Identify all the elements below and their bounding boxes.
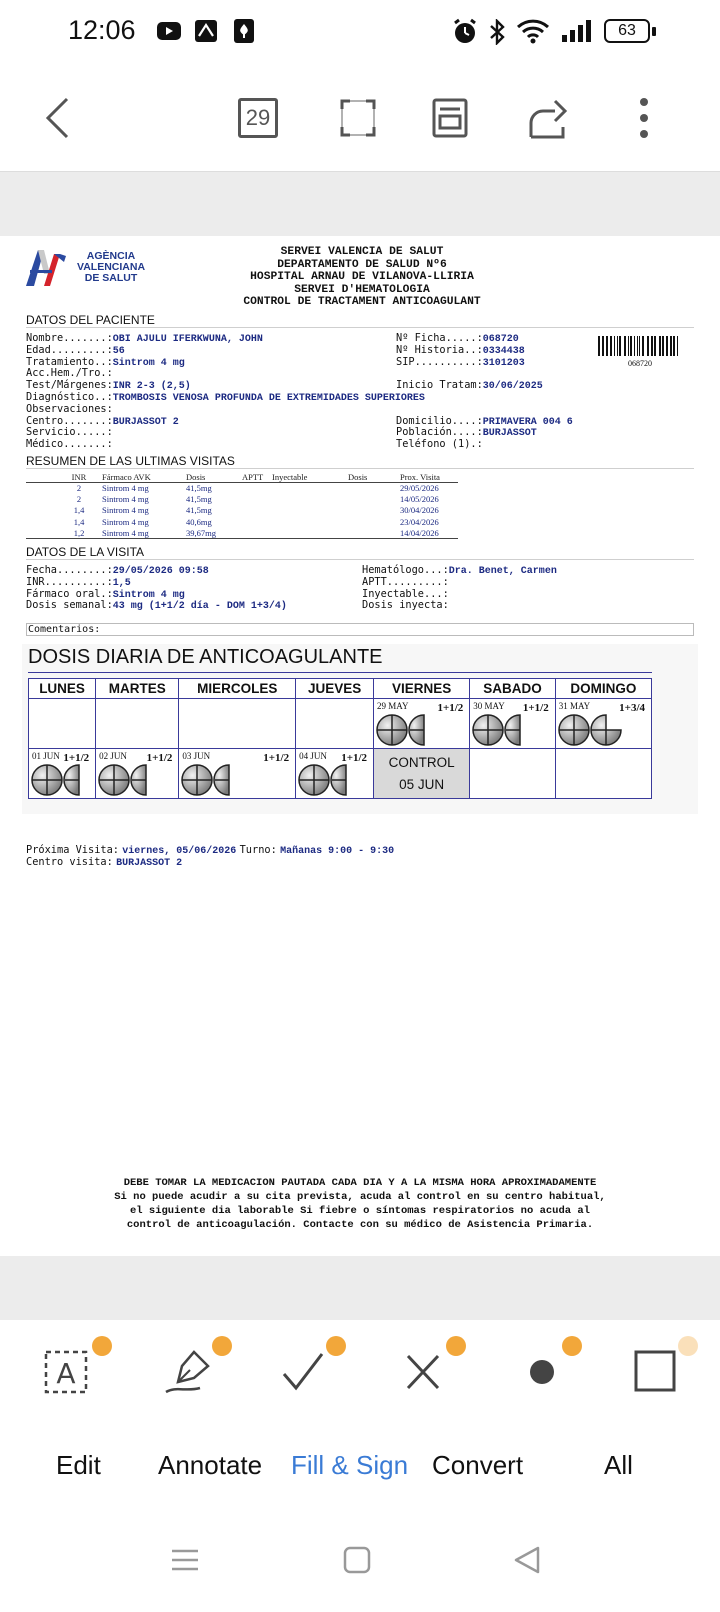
field-label: Médico.......: xyxy=(26,438,113,450)
premium-crown-icon xyxy=(562,1336,582,1356)
field-label: Test/Márgenes: xyxy=(26,379,113,391)
visit-cell: Sintrom 4 mg xyxy=(102,527,149,538)
visit-cell xyxy=(272,516,348,527)
top-toolbar xyxy=(0,68,720,172)
footer-line: control de anticoagulación. Contacte con su médico de Asistencia Primaria. xyxy=(126,1219,594,1231)
field-value: 1,5 xyxy=(112,578,131,589)
three-quarter-pill-icon xyxy=(591,715,621,745)
calendar-cell xyxy=(470,749,555,799)
visit-cell: 41,5mg xyxy=(186,505,212,516)
reading-mode-icon xyxy=(430,97,470,139)
control-line2: 05 JUN xyxy=(399,777,445,792)
field-label: Tratamiento..: xyxy=(26,356,113,368)
signature-tool[interactable] xyxy=(160,1340,220,1400)
barcode-bar xyxy=(659,336,661,356)
calendar-dose: 1+1/2 xyxy=(341,752,368,764)
field-row xyxy=(396,438,483,452)
visit-cell: 41,5mg xyxy=(186,483,212,494)
col-aptt: APTT xyxy=(242,472,264,482)
visit-row xyxy=(26,494,458,505)
visit-row xyxy=(26,505,458,516)
field-label: Acc.Hem./Tro.: xyxy=(26,367,113,379)
battery-tip xyxy=(652,27,656,36)
visit-cell xyxy=(272,505,348,516)
turno-value: Mañanas 9:00 - 9:30 xyxy=(280,846,395,857)
turno-label: Turno: xyxy=(239,844,277,856)
more-vertical-icon xyxy=(639,97,649,139)
pill-icons xyxy=(558,713,638,747)
header-line: HOSPITAL ARNAU DE VILANOVA-LLIRIA xyxy=(250,271,474,283)
field-label: Fecha........: xyxy=(26,564,113,576)
field-value: 0334438 xyxy=(482,346,525,357)
half-pill-icon xyxy=(505,715,520,745)
calendar-day-header: JUEVES xyxy=(296,679,374,699)
col-inr: INR xyxy=(71,472,87,482)
calendar-date: 03 JUN xyxy=(182,751,211,761)
more-options-button[interactable] xyxy=(620,94,668,142)
barcode-bar xyxy=(617,336,618,356)
pen-nib-icon xyxy=(164,1348,214,1398)
visit-cell: 40,6mg xyxy=(186,516,212,527)
field-label: INR..........: xyxy=(26,576,113,588)
field-row xyxy=(26,599,287,613)
next-visit-value: viernes, 05/06/2026 xyxy=(122,846,237,857)
patient-section-title: DATOS DEL PACIENTE xyxy=(26,313,155,327)
page-number-button[interactable] xyxy=(234,94,282,142)
barcode-bar xyxy=(651,336,653,356)
field-label: Diagnóstico..: xyxy=(26,391,113,403)
field-value: BURJASSOT xyxy=(482,428,537,439)
premium-crown-icon xyxy=(678,1336,698,1356)
control-label xyxy=(374,749,469,796)
header-line: SERVEI VALENCIA DE SALUT xyxy=(280,246,444,258)
home-nav-icon[interactable] xyxy=(342,1545,372,1575)
half-pill-icon xyxy=(409,715,424,745)
field-row xyxy=(396,356,525,370)
center-visit-label: Centro visita: xyxy=(26,856,113,868)
pill-icons xyxy=(298,763,378,797)
page-number: 29 xyxy=(238,98,278,138)
calendar-day-header: DOMINGO xyxy=(555,679,651,699)
visit-cell: 14/05/2026 xyxy=(400,494,439,505)
calendar-date: 04 JUN xyxy=(299,751,327,761)
visit-cell: 1,4 xyxy=(73,516,85,527)
pill-icons xyxy=(98,763,178,797)
visit-cell: 2 xyxy=(76,494,82,505)
premium-crown-icon xyxy=(92,1336,112,1356)
dosage-calendar xyxy=(28,678,652,799)
divider xyxy=(26,327,694,328)
calendar-cell xyxy=(374,699,470,749)
cross-tool[interactable] xyxy=(398,1340,458,1400)
header-line: DEPARTAMENTO DE SALUD Nº6 xyxy=(277,258,447,271)
document-footer xyxy=(40,1176,680,1232)
visit-cell: 1,4 xyxy=(73,505,85,516)
back-button[interactable] xyxy=(34,94,82,142)
next-visit-label: Próxima Visita: xyxy=(26,844,119,856)
calendar-date: 31 MAY xyxy=(558,701,591,711)
pdf-page xyxy=(0,236,720,1256)
field-label: Nombre.......: xyxy=(26,332,113,344)
calendar-dose: 1+1/2 xyxy=(146,752,173,764)
menu-nav-icon[interactable] xyxy=(170,1545,200,1575)
visit-cell xyxy=(348,505,400,516)
status-time: 12:06 xyxy=(68,15,136,45)
visit-cell: 2 xyxy=(76,483,82,494)
status-bar xyxy=(0,0,720,68)
barcode-bar xyxy=(677,336,678,356)
barcode xyxy=(598,336,682,368)
calendar-day-header: VIERNES xyxy=(374,679,470,699)
pill-icons xyxy=(472,713,552,747)
calendar-date: 29 MAY xyxy=(377,701,409,711)
barcode-bar xyxy=(606,336,608,356)
barcode-bar xyxy=(654,336,656,356)
visit-cell: Sintrom 4 mg xyxy=(102,494,149,505)
control-line1: CONTROL xyxy=(388,755,455,770)
calendar-cell xyxy=(179,749,296,799)
signal-icon xyxy=(560,18,594,44)
field-value: 29/05/2026 09:58 xyxy=(112,566,209,577)
visit-cell xyxy=(348,494,400,505)
field-value: Dra. Benet, Carmen xyxy=(448,566,557,577)
comments-label: Comentarios: xyxy=(28,624,101,635)
barcode-bar xyxy=(639,336,640,356)
field-label: Domicilio....: xyxy=(396,415,483,427)
visit-cell: 30/04/2026 xyxy=(400,505,439,516)
visits-section-title: RESUMEN DE LAS ULTIMAS VISITAS xyxy=(26,454,235,468)
battery-level: 63 xyxy=(618,22,636,39)
calendar-dose: 1+1/2 xyxy=(522,702,549,714)
visit-section-title: DATOS DE LA VISITA xyxy=(26,545,145,559)
center-visit-value: BURJASSOT 2 xyxy=(116,858,183,869)
visit-row xyxy=(26,527,458,538)
back-arrow-icon xyxy=(43,96,73,140)
barcode-bar xyxy=(642,336,644,356)
visit-row xyxy=(26,483,458,494)
footer-line: Si no puede acudir a su cita prevista, acuda al control en su centro habitual, xyxy=(114,1191,606,1203)
logo-line1: AGÈNCIA xyxy=(86,250,136,262)
pill-icons xyxy=(376,713,456,747)
field-label: Inyectable...: xyxy=(362,588,449,600)
visit-cell xyxy=(348,527,400,538)
visit-cell xyxy=(348,516,400,527)
calendar-cell xyxy=(296,699,374,749)
visit-cell xyxy=(348,483,400,494)
page-gap-bottom xyxy=(0,1256,720,1320)
text-field-tool[interactable] xyxy=(40,1340,100,1400)
field-label: Población....: xyxy=(396,426,483,438)
page-gap-top xyxy=(0,172,720,236)
tab-all[interactable]: All xyxy=(604,1450,633,1480)
calendar-cell xyxy=(29,749,96,799)
calendar-day-header: LUNES xyxy=(29,679,96,699)
col-prox-visita: Prox. Visita xyxy=(400,472,440,482)
visit-cell: 23/04/2026 xyxy=(400,516,439,527)
visit-cell: 1,2 xyxy=(73,527,85,538)
whole-pill-icon xyxy=(299,765,329,795)
field-label: Nº Historia..: xyxy=(396,344,483,356)
visit-cell xyxy=(242,494,272,505)
premium-crown-icon xyxy=(212,1336,232,1356)
alarm-icon xyxy=(452,18,478,46)
half-pill-icon xyxy=(331,765,346,795)
field-label: Dosis semanal: xyxy=(26,599,113,611)
field-label: Servicio.....: xyxy=(26,426,113,438)
visit-cell xyxy=(242,527,272,538)
cards-app-icon xyxy=(232,18,256,44)
field-label: Teléfono (1).: xyxy=(396,438,483,450)
barcode-bar xyxy=(673,336,675,356)
cross-icon xyxy=(402,1348,452,1398)
pill-icons xyxy=(181,763,261,797)
tab-fill-sign[interactable]: Fill & Sign xyxy=(291,1450,409,1480)
field-value: TROMBOSIS VENOSA PROFUNDA DE EXTREMIDADES SUPERIORES xyxy=(112,393,425,404)
dot-icon xyxy=(520,1348,570,1398)
visits-table-end xyxy=(26,538,458,540)
half-pill-icon xyxy=(131,765,146,795)
visit-cell xyxy=(242,505,272,516)
calendar-cell xyxy=(179,699,296,749)
wifi-icon xyxy=(516,18,550,44)
calendar-cell xyxy=(555,749,651,799)
field-label: Inicio Tratam: xyxy=(396,379,483,391)
premium-crown-icon xyxy=(326,1336,346,1356)
system-nav-bar xyxy=(0,1525,720,1612)
field-value: INR 2-3 (2,5) xyxy=(112,381,191,392)
calendar-cell xyxy=(29,699,96,749)
visits-table-body xyxy=(26,483,458,541)
half-pill-icon xyxy=(214,765,229,795)
barcode-bar xyxy=(610,336,612,356)
calendar-cell xyxy=(470,699,555,749)
visits-table xyxy=(26,472,458,540)
barcode-bar xyxy=(637,336,638,356)
calendar-dose: 1+1/2 xyxy=(263,752,290,764)
text-box-icon xyxy=(44,1348,94,1398)
av-logo-icon xyxy=(24,246,68,292)
field-value: 068720 xyxy=(482,334,519,345)
field-label: Edad.........: xyxy=(26,344,113,356)
field-row xyxy=(362,599,449,613)
calendar-cell xyxy=(96,749,179,799)
calendar-day-header: MIERCOLES xyxy=(179,679,296,699)
field-label: Observaciones: xyxy=(26,403,113,415)
fullscreen-button[interactable] xyxy=(334,94,382,142)
comments-box xyxy=(26,623,694,636)
col-dosis: Dosis xyxy=(186,472,206,482)
field-label: Fármaco oral.: xyxy=(26,588,113,600)
visit-cell xyxy=(242,516,272,527)
field-label: Nº Ficha.....: xyxy=(396,332,483,344)
control-date-cell xyxy=(374,749,470,799)
barcode-bar xyxy=(670,336,672,356)
battery-icon xyxy=(604,19,650,43)
barcode-bar xyxy=(628,336,629,356)
tab-annotate[interactable]: Annotate xyxy=(158,1450,263,1480)
whole-pill-icon xyxy=(559,715,589,745)
checkmark-tool[interactable] xyxy=(276,1340,336,1400)
tab-convert[interactable]: Convert xyxy=(432,1450,524,1480)
calendar-date: 01 JUN xyxy=(32,751,60,761)
calendar-cell xyxy=(296,749,374,799)
premium-crown-icon xyxy=(446,1336,466,1356)
visit-cell xyxy=(272,494,348,505)
back-nav-icon[interactable] xyxy=(512,1545,542,1575)
whole-pill-icon xyxy=(182,765,212,795)
fill-sign-tools xyxy=(0,1320,720,1420)
share-button[interactable] xyxy=(524,94,572,142)
document-header xyxy=(150,246,574,309)
calendar-dose: 1+3/4 xyxy=(619,702,645,714)
calendar-cell xyxy=(96,699,179,749)
field-label: APTT.........: xyxy=(362,576,449,588)
field-value: Sintrom 4 mg xyxy=(112,358,185,369)
col-farmaco: Fármaco AVK xyxy=(102,472,151,482)
visit-cell: Sintrom 4 mg xyxy=(102,483,149,494)
field-value: 56 xyxy=(112,346,125,357)
barcode-bar xyxy=(662,336,664,356)
barcode-bar xyxy=(619,336,621,356)
field-label: SIP..........: xyxy=(396,356,483,368)
visit-cell: 14/04/2026 xyxy=(400,527,439,538)
footer-line: el siguiente dia laborable Si fiebre o síntomas respiratorios no acuda al xyxy=(130,1205,590,1217)
field-row xyxy=(396,379,543,393)
svg-text:A: A xyxy=(56,1357,76,1390)
barcode-bar xyxy=(630,336,632,356)
calendar-dose: 1+1/2 xyxy=(63,752,90,764)
field-label: Dosis inyecta: xyxy=(362,599,449,611)
footer-line: DEBE TOMAR LA MEDICACION PAUTADA CADA DIA Y A LA MISMA HORA APROXIMADAMENTE xyxy=(123,1177,597,1189)
barcode-bar xyxy=(666,336,668,356)
calendar-date: 30 MAY xyxy=(473,701,505,711)
calendar-date: 02 JUN xyxy=(99,751,127,761)
visit-cell: Sintrom 4 mg xyxy=(102,516,149,527)
field-label: Hematólogo...: xyxy=(362,564,449,576)
reading-mode-button[interactable] xyxy=(426,94,474,142)
notification-app-icon xyxy=(194,19,218,43)
barcode-bar xyxy=(634,336,635,356)
barcode-bar xyxy=(647,336,649,356)
logo-line2: VALENCIANA xyxy=(76,261,146,273)
header-line: SERVEI D'HEMATOLOGIA xyxy=(294,283,430,296)
calendar-dose: 1+1/2 xyxy=(437,702,464,714)
divider xyxy=(26,559,694,560)
calendar-day-header: MARTES xyxy=(96,679,179,699)
center-visit-line xyxy=(26,856,182,870)
barcode-bar xyxy=(614,336,615,356)
barcode-bar xyxy=(598,336,600,356)
whole-pill-icon xyxy=(377,715,407,745)
visit-cell xyxy=(242,483,272,494)
visit-cell xyxy=(272,527,348,538)
visit-cell: Sintrom 4 mg xyxy=(102,505,149,516)
half-pill-icon xyxy=(64,765,79,795)
field-value: 3101203 xyxy=(482,358,525,369)
field-value: 43 mg (1+1/2 día - DOM 1+3/4) xyxy=(112,601,287,612)
col-dosis-iny: Dosis xyxy=(348,472,368,482)
field-label: Centro.......: xyxy=(26,415,113,427)
col-inyectable: Inyectable xyxy=(272,472,308,482)
visit-cell xyxy=(272,483,348,494)
barcode-bar xyxy=(602,336,604,356)
fullscreen-icon xyxy=(338,97,378,139)
youtube-icon xyxy=(156,20,182,42)
bottom-tab-bar xyxy=(0,1420,720,1525)
calendar-cell xyxy=(555,699,651,749)
field-value: BURJASSOT 2 xyxy=(112,417,179,428)
logo-line3: DE SALUT xyxy=(84,272,138,284)
barcode-bars xyxy=(598,336,682,356)
field-value: Sintrom 4 mg xyxy=(112,590,185,601)
visit-cell: 29/05/2026 xyxy=(400,483,439,494)
calendar-day-header: SABADO xyxy=(470,679,555,699)
dosage-title-rule xyxy=(28,672,652,673)
divider xyxy=(26,468,694,469)
visit-cell: 39,67mg xyxy=(186,527,216,538)
visit-row xyxy=(26,516,458,527)
header-line: CONTROL DE TRACTAMENT ANTICOAGULANT xyxy=(243,296,481,308)
dosage-title: DOSIS DIARIA DE ANTICOAGULANTE xyxy=(28,646,383,668)
whole-pill-icon xyxy=(99,765,129,795)
whole-pill-icon xyxy=(473,715,503,745)
share-icon xyxy=(525,97,571,139)
bluetooth-icon xyxy=(488,19,506,45)
rectangle-icon xyxy=(632,1348,682,1398)
field-value: OBI AJULU IFERKWUNA, JOHN xyxy=(112,334,263,345)
whole-pill-icon xyxy=(32,765,62,795)
field-value: PRIMAVERA 004 6 xyxy=(482,417,573,428)
tab-edit[interactable]: Edit xyxy=(56,1450,101,1480)
rectangle-tool[interactable] xyxy=(630,1340,690,1400)
checkmark-icon xyxy=(280,1348,330,1398)
barcode-number: 068720 xyxy=(628,359,652,368)
agency-logo xyxy=(24,246,154,292)
field-value: 30/06/2025 xyxy=(482,381,543,392)
visit-cell: 41,5mg xyxy=(186,494,212,505)
dot-tool[interactable] xyxy=(516,1340,576,1400)
barcode-bar xyxy=(624,336,626,356)
field-row xyxy=(26,438,113,452)
